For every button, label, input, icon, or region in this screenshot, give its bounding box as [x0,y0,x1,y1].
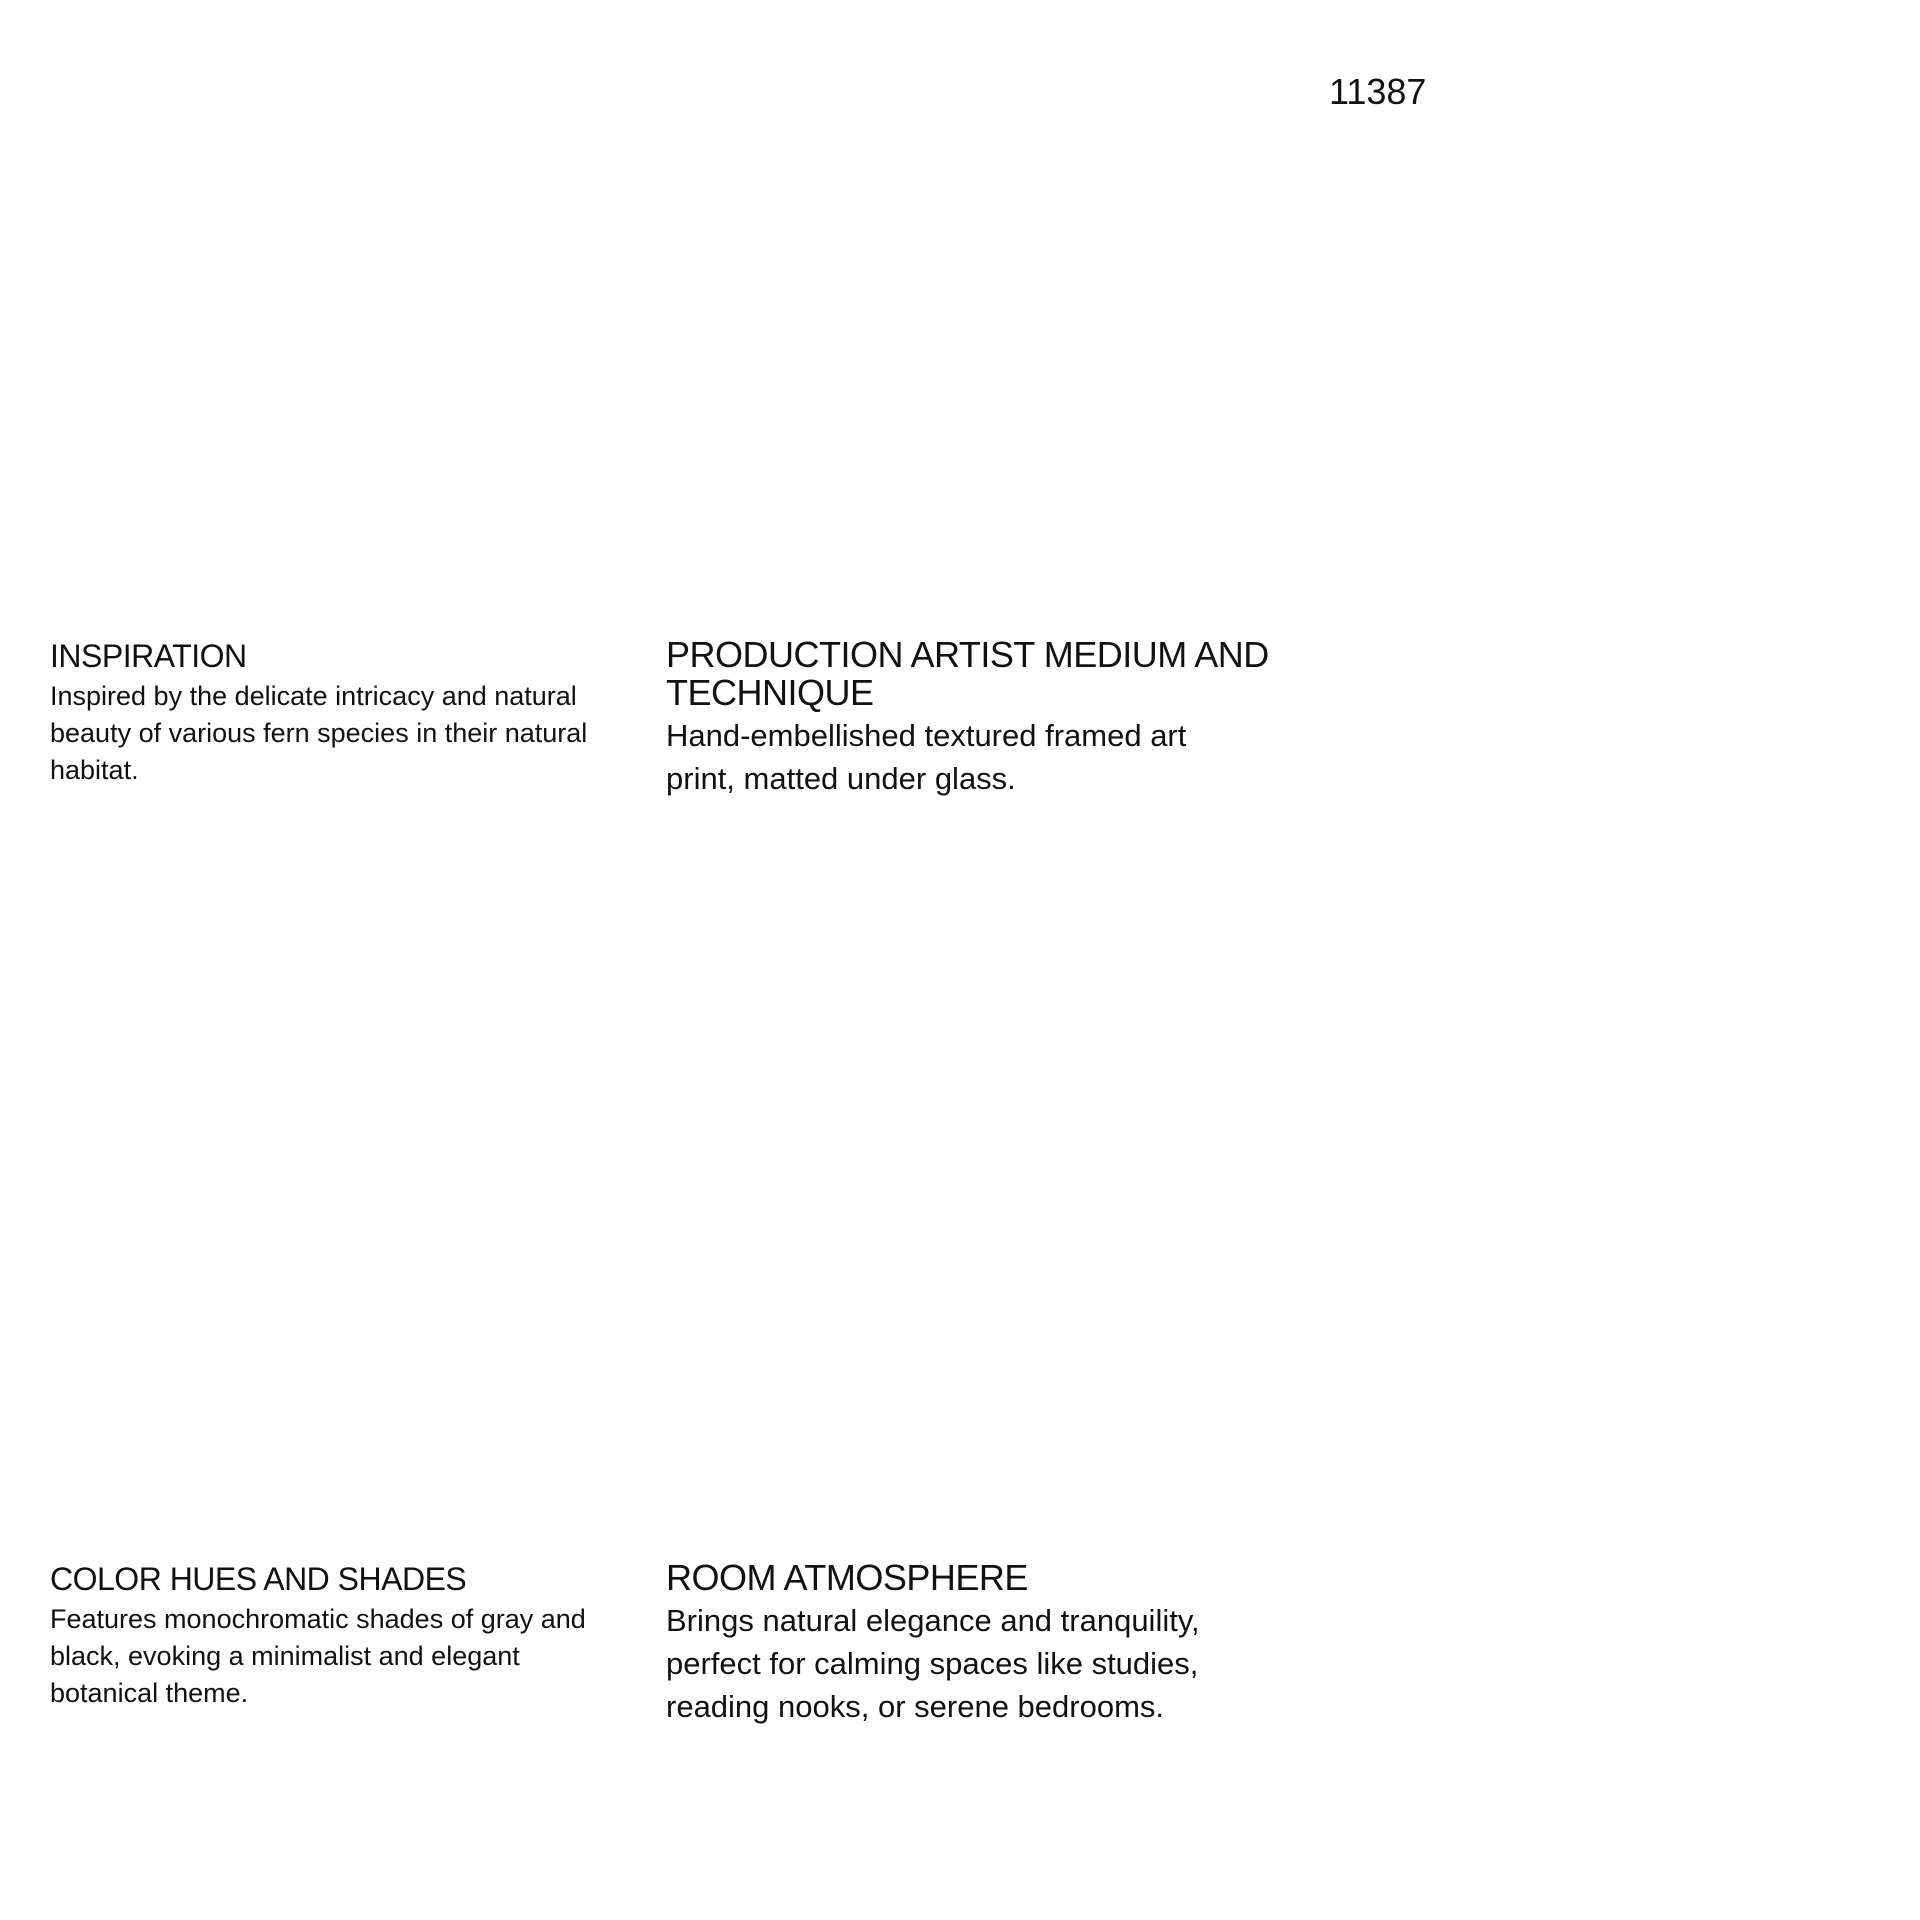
production-line: print, matted under glass. [666,760,1016,796]
inspiration-text [50,678,630,789]
inspiration-line: habitat. [50,754,139,785]
product-code: 11387 [1329,71,1427,112]
production-heading: PRODUCTION ARTIST MEDIUM AND TECHNIQUE [666,634,1269,713]
room-line: reading nooks, or serene bedrooms. [666,1688,1165,1724]
room-text [666,1599,1226,1728]
room-heading: ROOM ATMOSPHERE [666,1557,1028,1598]
inspiration-line: beauty of various fern species in their natural [50,717,588,748]
color-line: black, evoking a minimalist and elegant [50,1640,520,1671]
inspiration-heading: INSPIRATION [50,638,247,674]
color-text [50,1601,630,1712]
room-section [666,1559,1446,1728]
inspiration-line: Inspired by the delicate intricacy and natural [50,680,577,711]
color-line: botanical theme. [50,1677,249,1708]
inspiration-section [50,640,630,789]
room-line: Brings natural elegance and tranquility, [666,1602,1200,1638]
production-text [666,714,1226,800]
room-line: perfect for calming spaces like studies, [666,1645,1199,1681]
color-line: Features monochromatic shades of gray and [50,1603,586,1634]
color-heading: COLOR HUES AND SHADES [50,1561,467,1597]
color-section [50,1563,630,1712]
production-section [666,636,1446,800]
production-line: Hand-embellished textured framed art [666,717,1187,753]
